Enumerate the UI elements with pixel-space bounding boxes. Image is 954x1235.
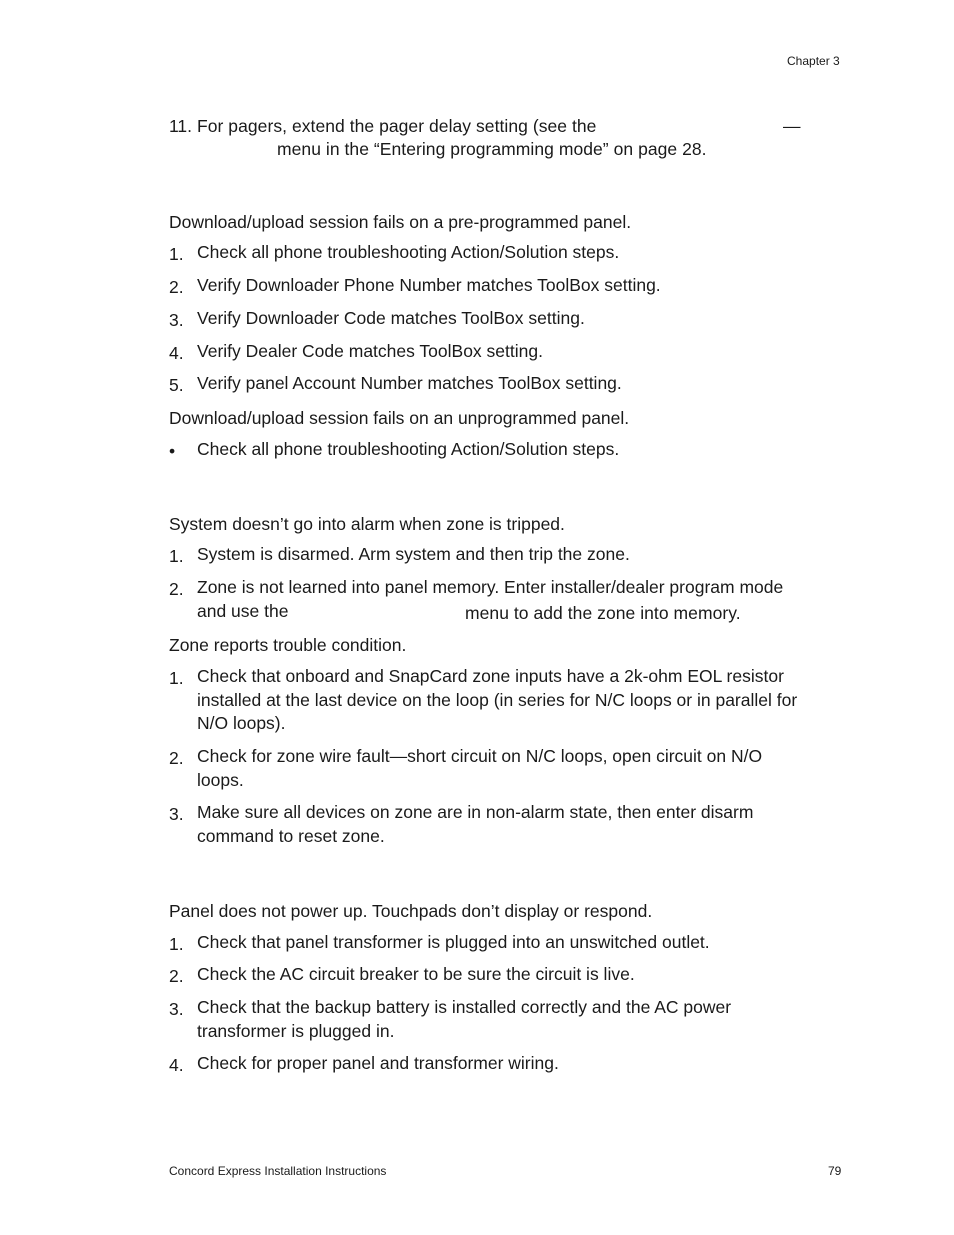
item11-line1: For pagers, extend the pager delay setting (see the [197, 116, 597, 136]
item11-dash: — [783, 116, 801, 136]
list-item-line: Zone is not learned into panel memory. Enter installer/dealer program mode [197, 577, 784, 597]
problem-text: Download/upload session fails on an unprogrammed panel. [169, 408, 630, 428]
list-item: Check all phone troubleshooting Action/Solution steps. [197, 242, 620, 262]
list-item: Verify Dealer Code matches ToolBox setting. [197, 341, 543, 361]
list-item-line: N/O loops). [197, 713, 286, 733]
list-item: Check for proper panel and transformer wiring. [197, 1053, 559, 1073]
list-item: Verify Downloader Phone Number matches ToolBox setting. [197, 275, 661, 295]
list-number: 4. [169, 1055, 184, 1075]
chapter-label: Chapter 3 [787, 54, 840, 68]
list-number: 2. [169, 966, 184, 986]
item11-line2: menu in the “Entering programming mode” on page 28. [277, 139, 707, 159]
list-item-line: Check for zone wire fault—short circuit on N/C loops, open circuit on N/O [197, 746, 763, 766]
page-number: 79 [828, 1164, 842, 1178]
list-item-line: menu to add the zone into memory. [465, 603, 741, 623]
list-number: 4. [169, 343, 184, 363]
list-item: Verify panel Account Number matches ToolBox setting. [197, 373, 622, 393]
problem-text: Panel does not power up. Touchpads don’t display or respond. [169, 901, 653, 921]
list-item: System is disarmed. Arm system and then trip the zone. [197, 544, 630, 564]
list-item-line: Check that onboard and SnapCard zone inputs have a 2k-ohm EOL resistor [197, 666, 784, 686]
bullet: • [169, 441, 176, 461]
list-item-line: transformer is plugged in. [197, 1021, 395, 1041]
list-item: Check that panel transformer is plugged into an unswitched outlet. [197, 932, 710, 952]
list-item-line: Make sure all devices on zone are in non-alarm state, then enter disarm [197, 802, 754, 822]
list-item-line: Check that the backup battery is installed correctly and the AC power [197, 997, 732, 1017]
list-number: 2. [169, 277, 184, 297]
list-item-line: command to reset zone. [197, 826, 385, 846]
list-number: 1. [169, 668, 184, 688]
list-number: 3. [169, 999, 184, 1019]
list-number: 2. [169, 748, 184, 768]
list-item-line: and use the [197, 601, 289, 621]
problem-text: Download/upload session fails on a pre-programmed panel. [169, 212, 632, 232]
list-number: 1. [169, 546, 184, 566]
list-item: Check the AC circuit breaker to be sure the circuit is live. [197, 964, 635, 984]
problem-text: Zone reports trouble condition. [169, 635, 407, 655]
list-number: 3. [169, 804, 184, 824]
list-number: 3. [169, 310, 184, 330]
list-number: 5. [169, 375, 184, 395]
list-item: Verify Downloader Code matches ToolBox setting. [197, 308, 585, 328]
list-number: 1. [169, 934, 184, 954]
list-item-line: installed at the last device on the loop (in series for N/C loops or in parallel for [197, 690, 798, 710]
list-item: Check all phone troubleshooting Action/Solution steps. [197, 439, 620, 459]
list-number: 2. [169, 579, 184, 599]
footer-title: Concord Express Installation Instructions [169, 1164, 387, 1178]
list-number: 11. [169, 116, 193, 136]
problem-text: System doesn’t go into alarm when zone is tripped. [169, 514, 565, 534]
list-number: 1. [169, 244, 184, 264]
list-item-line: loops. [197, 770, 244, 790]
